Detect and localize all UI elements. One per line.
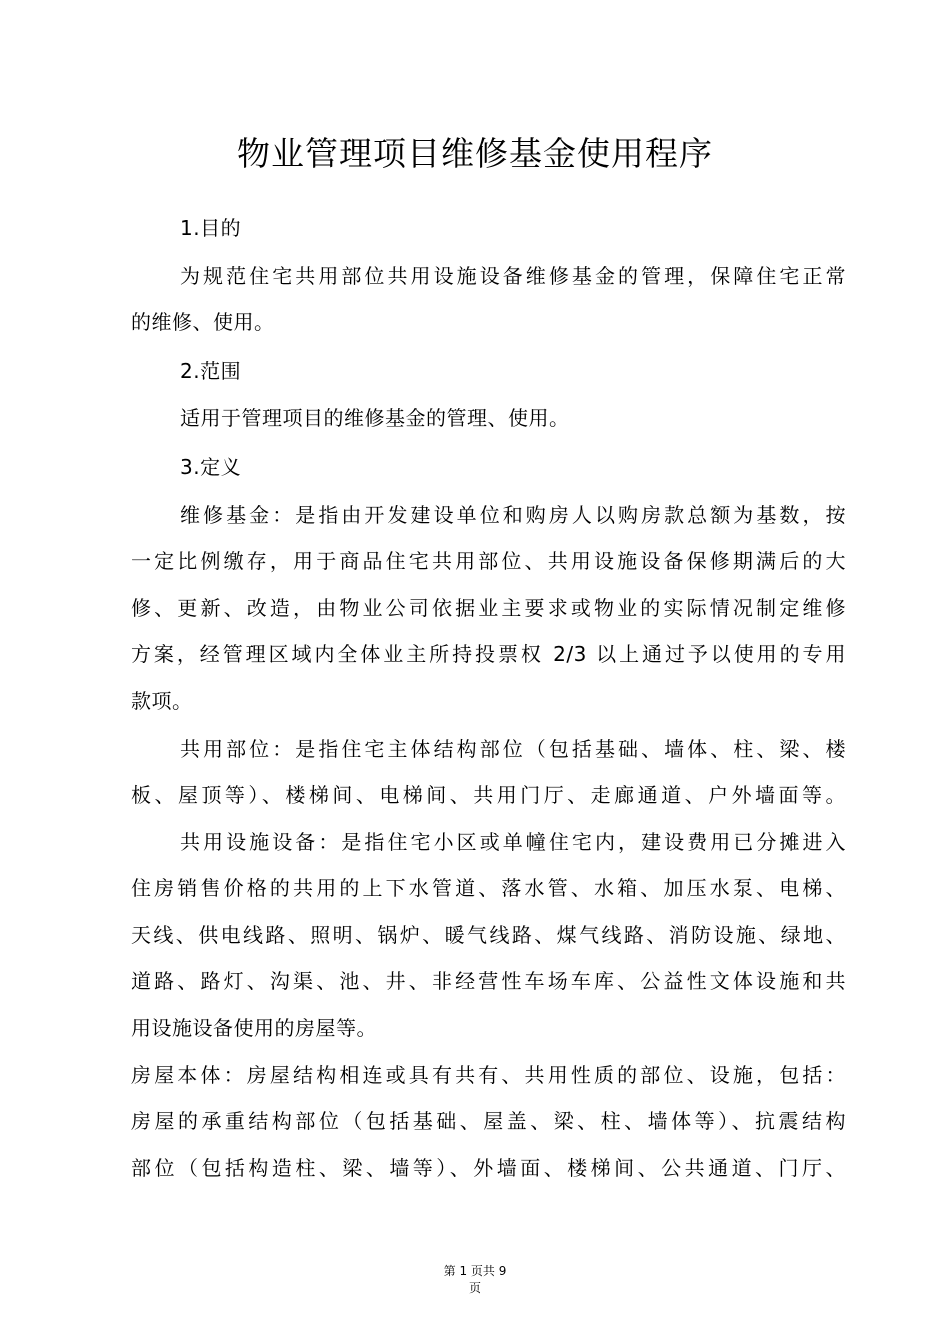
body-line: 方案，经管理区域内全体业主所持投票权 2/3 以上通过予以使用的专用: [131, 642, 846, 666]
body-line: 房屋本体：房屋结构相连或具有共有、共用性质的部位、设施，包括：: [131, 1063, 846, 1087]
body-line: 共用设施设备：是指住宅小区或单幢住宅内，建设费用已分摊进入: [180, 830, 846, 854]
body-line: 共用部位：是指住宅主体结构部位（包括基础、墙体、柱、梁、楼: [180, 737, 846, 761]
body-line: 板、屋顶等）、楼梯间、电梯间、共用门厅、走廊通道、户外墙面等。: [131, 783, 846, 807]
body-line: 维修基金：是指由开发建设单位和购房人以购房款总额为基数，按: [180, 503, 846, 527]
body-line: 为规范住宅共用部位共用设施设备维修基金的管理，保障住宅正常: [180, 264, 846, 288]
body-line: 款项。: [131, 689, 193, 713]
section-heading-definition: 3.定义: [180, 455, 242, 479]
body-line: 修、更新、改造，由物业公司依据业主要求或物业的实际情况制定维修: [131, 596, 846, 620]
body-line: 用设施设备使用的房屋等。: [131, 1016, 377, 1040]
body-line: 的维修、使用。: [131, 310, 275, 334]
body-line: 房屋的承重结构部位（包括基础、屋盖、梁、柱、墙体等）、抗震结构: [131, 1109, 846, 1133]
body-line: 天线、供电线路、照明、锅炉、暖气线路、煤气线路、消防设施、绿地、: [131, 923, 846, 947]
body-line: 一定比例缴存，用于商品住宅共用部位、共用设施设备保修期满后的大: [131, 549, 846, 573]
section-heading-scope: 2.范围: [180, 359, 242, 383]
body-line: 适用于管理项目的维修基金的管理、使用。: [180, 406, 570, 430]
body-line: 住房销售价格的共用的上下水管道、落水管、水箱、加压水泵、电梯、: [131, 876, 846, 900]
page-number-continued: 页: [468, 1281, 481, 1295]
body-line: 部位（包括构造柱、梁、墙等）、外墙面、楼梯间、公共通道、门厅、: [131, 1156, 846, 1180]
section-heading-purpose: 1.目的: [180, 216, 242, 240]
page-title: 物业管理项目维修基金使用程序: [237, 134, 713, 173]
page-number: 第 1 页共 9: [443, 1264, 507, 1278]
body-line: 道路、路灯、沟渠、池、井、非经营性车场车库、公益性文体设施和共: [131, 969, 846, 993]
